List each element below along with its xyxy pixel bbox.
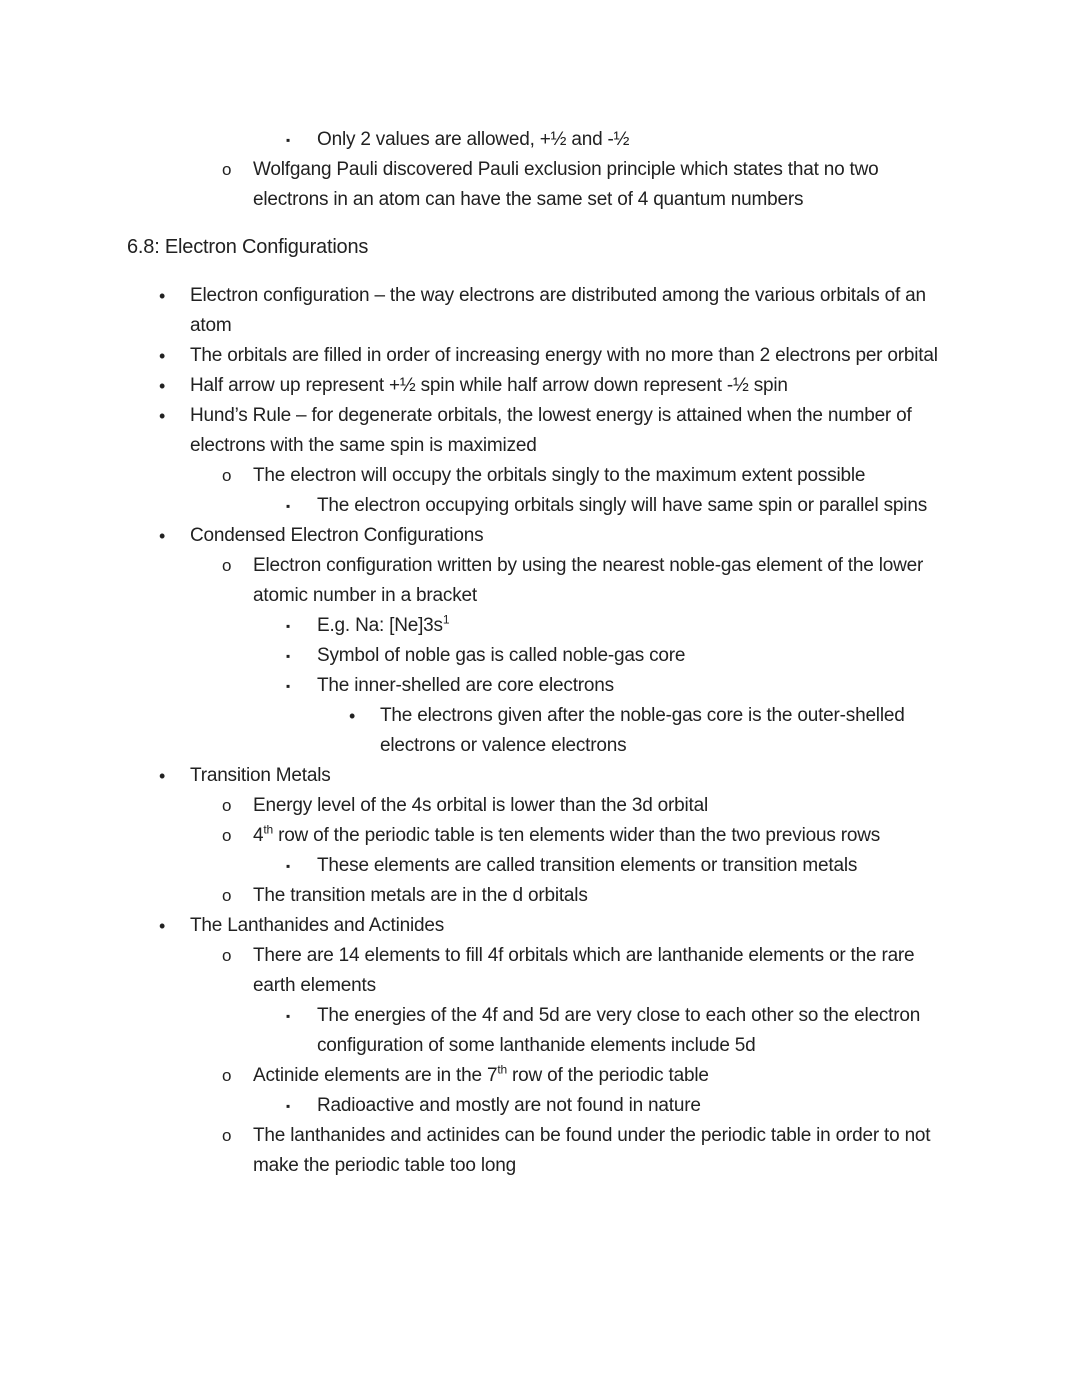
list-item: [127, 551, 955, 611]
list-item: [127, 941, 955, 1001]
list-item: [127, 671, 955, 701]
bullet-disc-icon: •: [159, 916, 166, 936]
section-heading: 6.8: Electron Configurations: [127, 236, 369, 258]
list-item: [127, 881, 955, 911]
superscript: th: [263, 822, 273, 837]
bullet-square-icon: ▪: [286, 1099, 291, 1113]
list-item: [127, 491, 955, 521]
list-item-text: The transition metals are in the d orbitals: [253, 885, 588, 906]
list-item-text: The lanthanides and actinides can be found under the periodic table in order to not make the periodic table too long: [253, 1125, 931, 1176]
list-item: [127, 701, 955, 761]
list-item: [127, 401, 955, 461]
list-item-text: These elements are called transition elements or transition metals: [317, 855, 858, 876]
list-item-text: Condensed Electron Configurations: [190, 525, 484, 546]
bullet-circle-icon: o: [222, 1126, 232, 1145]
list-item: [127, 155, 955, 215]
bullet-circle-icon: o: [222, 1066, 232, 1085]
list-item-text: The energies of the 4f and 5d are very close to each other so the electron configuration of some lanthanide elements include 5d: [317, 1005, 921, 1056]
bullet-circle-icon: o: [222, 886, 232, 905]
list-item-text: The Lanthanides and Actinides: [190, 915, 445, 936]
list-item-text: Hund’s Rule – for degenerate orbitals, the lowest energy is attained when the number of electrons with the same spin is maximized: [190, 405, 912, 456]
ordinal-text-after: row of the periodic table is ten elements wider than the two previous rows: [272, 825, 881, 846]
list-item-text: The inner-shelled are core electrons: [317, 675, 614, 696]
bullet-square-icon: ▪: [286, 679, 291, 693]
bullet-circle-icon: o: [222, 466, 232, 485]
bullet-circle-icon: o: [222, 796, 232, 815]
list-item-text: The electrons given after the noble-gas core is the outer-shelled electrons or valence electrons: [380, 705, 905, 756]
ordinal-text-after: row of the periodic table: [506, 1065, 709, 1086]
bullet-disc-icon: •: [159, 286, 166, 306]
list-item: [127, 611, 955, 641]
list-item: [127, 281, 955, 341]
list-item-text: The electron occupying orbitals singly will have same spin or parallel spins: [317, 495, 927, 516]
list-item: [127, 761, 955, 791]
bullet-square-icon: ▪: [286, 1009, 291, 1023]
bullet-square-icon: ▪: [286, 649, 291, 663]
list-item-text: Electron configuration – the way electrons are distributed among the various orbitals of an atom: [190, 285, 926, 336]
list-item: [127, 791, 955, 821]
list-item: [127, 911, 955, 941]
list-item-text: Wolfgang Pauli discovered Pauli exclusion principle which states that no two electrons in an atom can have the same set of 4 quantum numbers: [253, 159, 879, 210]
list-item: [127, 125, 955, 155]
list-item-text: Transition Metals: [190, 765, 331, 786]
bullet-circle-icon: o: [222, 556, 232, 575]
bullet-circle-icon: o: [222, 946, 232, 965]
list-item-text: Energy level of the 4s orbital is lower than the 3d orbital: [253, 795, 709, 816]
ordinal-number: 4: [253, 825, 264, 846]
bullet-square-icon: ▪: [286, 133, 291, 147]
superscript: th: [497, 1062, 507, 1077]
ordinal-number: Actinide elements are in the 7: [253, 1065, 498, 1086]
list-item-text: Symbol of noble gas is called noble-gas core: [317, 645, 686, 666]
list-item-text: [253, 1061, 955, 1091]
list-item-text: Only 2 values are allowed, +½ and -½: [317, 129, 630, 150]
list-item: [127, 641, 955, 671]
bullet-disc-icon: •: [159, 376, 166, 396]
superscript: 1: [442, 612, 450, 627]
formula-text: E.g. Na: [Ne]3s: [317, 615, 443, 636]
list-item: [127, 1121, 955, 1181]
list-item: [127, 371, 955, 401]
list-item-text: [253, 821, 955, 851]
list-item: [127, 521, 955, 551]
list-item: [127, 461, 955, 491]
list-item: [127, 821, 955, 851]
list-item-text: The orbitals are filled in order of increasing energy with no more than 2 electrons per orbital: [190, 345, 938, 366]
bullet-disc-icon: •: [349, 706, 356, 726]
list-item: [127, 1061, 955, 1091]
bullet-disc-icon: •: [159, 526, 166, 546]
bullet-circle-icon: o: [222, 160, 232, 179]
bullet-circle-icon: o: [222, 826, 232, 845]
list-item-text: Electron configuration written by using the nearest noble-gas element of the lower atomic number in a bracket: [253, 555, 924, 606]
list-item-text: There are 14 elements to fill 4f orbitals which are lanthanide elements or the rare earth elements: [253, 945, 915, 996]
list-item-text: [317, 611, 955, 641]
bullet-disc-icon: •: [159, 766, 166, 786]
list-item: [127, 1091, 955, 1121]
list-item-text: The electron will occupy the orbitals singly to the maximum extent possible: [253, 465, 866, 486]
bullet-square-icon: ▪: [286, 859, 291, 873]
bullet-square-icon: ▪: [286, 619, 291, 633]
list-item-text: Half arrow up represent +½ spin while half arrow down represent -½ spin: [190, 375, 788, 396]
list-item: [127, 1001, 955, 1061]
bullet-square-icon: ▪: [286, 499, 291, 513]
bullet-disc-icon: •: [159, 346, 166, 366]
bullet-disc-icon: •: [159, 406, 166, 426]
list-item-text: Radioactive and mostly are not found in nature: [317, 1095, 701, 1116]
list-item: [127, 851, 955, 881]
list-item: [127, 341, 955, 371]
